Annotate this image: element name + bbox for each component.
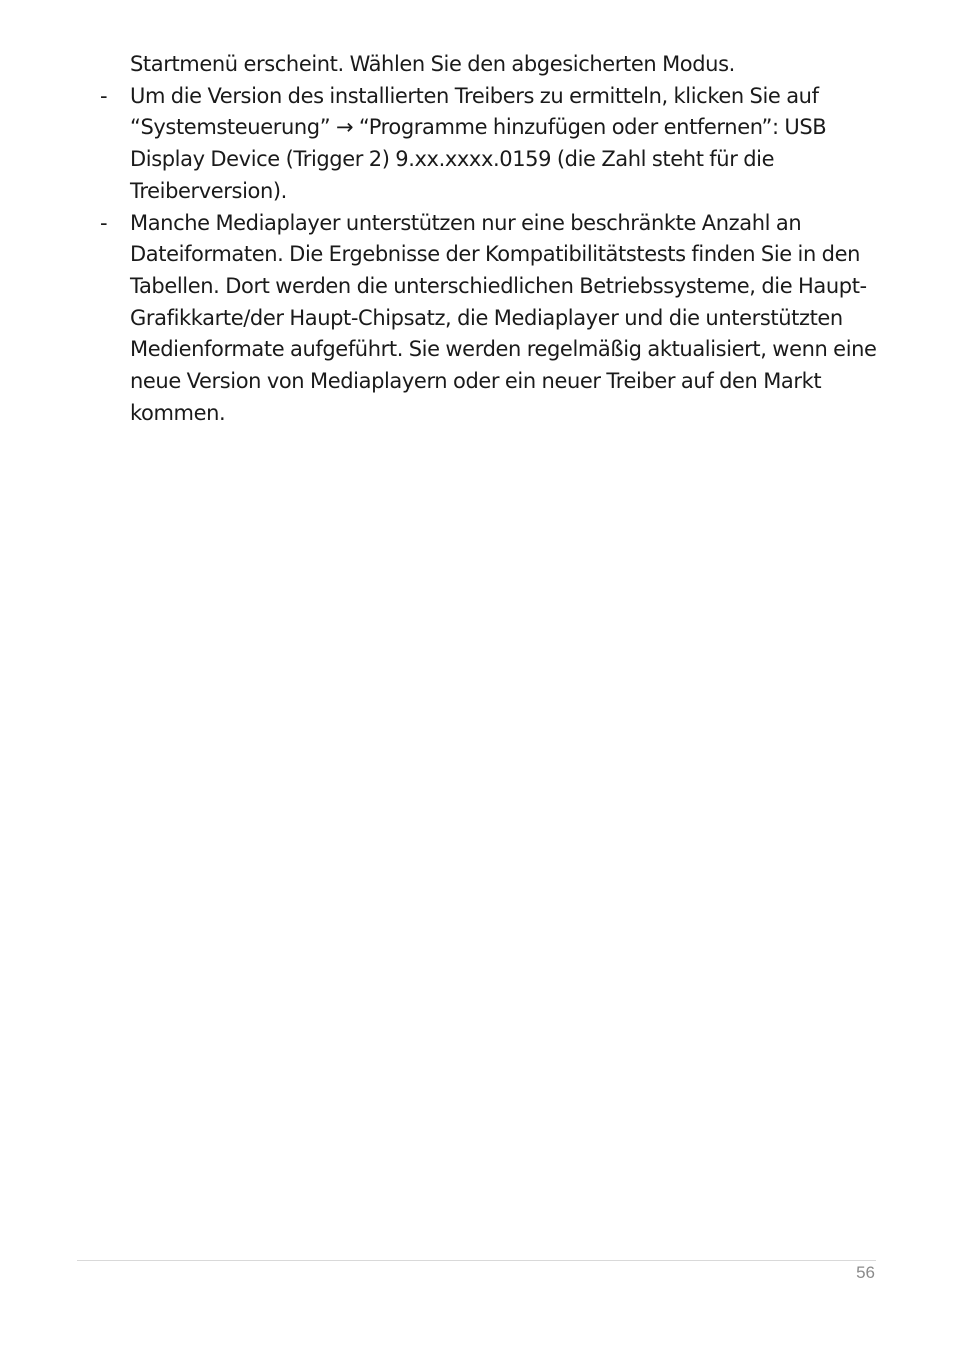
footer-divider: [77, 1260, 876, 1261]
bullet-list: [100, 81, 900, 430]
page-number: 56: [856, 1263, 875, 1282]
bullet-dash: -: [100, 210, 108, 235]
bullet-text: Um die Version des installierten Treibers zu ermitteln, klicken Sie auf “Systemsteuerung” → “Programme hinzufügen oder entfernen”: USB Display Device (Trigger 2) 9.xx.xxxx.0159 (die Zahl steht für die Treiberversion).: [130, 83, 827, 203]
body-text: [100, 49, 900, 429]
bullet-text: Manche Mediaplayer unterstützen nur eine beschränkte Anzahl an Dateiformaten. Die Ergebnisse der Kompatibilitätstests finden Sie in den Tabellen. Dort werden die unterschiedlichen Betriebssysteme, die Haupt-Grafikkarte/der Haupt-Chipsatz, die Mediaplayer und die unterstützten Medienformate aufgeführt. Sie werden regelmäßig aktualisiert, wenn eine neue Version von Mediaplayern oder ein neuer Treiber auf den Markt kommen.: [130, 210, 877, 425]
bullet-item-driver-version: [100, 81, 900, 208]
bullet-dash: -: [100, 83, 108, 108]
bullet-item-media-players: [100, 208, 900, 430]
continuation-paragraph: Startmenü erscheint. Wählen Sie den abgesicherten Modus.: [130, 52, 735, 76]
